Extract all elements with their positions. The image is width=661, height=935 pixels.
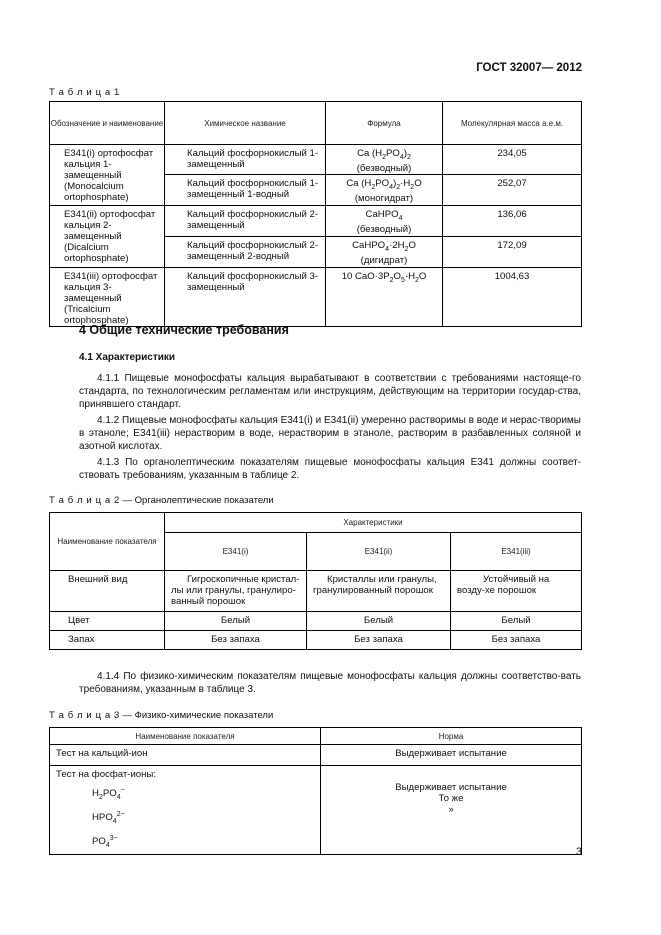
t1-mass: 252,07 <box>443 174 582 205</box>
t1-formula: 10 $CaO\cdot 3P_2O_5\cdot H_2O$ <box>326 267 443 326</box>
t2-value: Гигроскопичные кристал-лы или гранулы, гранулиро-ванный порошок <box>165 571 307 612</box>
paragraph-4-1-1: 4.1.1 Пищевые монофосфаты кальция вырабатывают в соответствии с требованиями настояще-го стандарта, по технологическим регламентам или инструкциям, действующим на территории государ-ства, принявшего стандарт. <box>79 373 581 410</box>
t2-value: Без запаха <box>165 631 307 650</box>
t2-name: Внешний вид <box>50 571 165 612</box>
t3-name: Тест на фосфат-ионы: $H_2PO_4^-$ $HPO_4^{2-}$ $PO_4^{3-}$ <box>50 766 321 855</box>
t1-mass: 1004,63 <box>443 267 582 326</box>
t3-name: Тест на кальций-ион <box>50 745 321 766</box>
t1-formula: $CaHPO_4\cdot 2H_2O$ (дигидрат) <box>326 236 443 267</box>
t3-header-norm: Норма <box>321 728 582 745</box>
t1-header-chem: Химическое название <box>165 102 326 145</box>
t2-value: Без запаха <box>451 631 582 650</box>
paragraph-4-1-4: 4.1.4 По физико-химическим показателям пищевые монофосфаты кальция должны соответство-вать требованиям, указанным в таблице 3. <box>79 671 581 695</box>
t3-norm: Выдерживает испытание <box>321 745 582 766</box>
table-3 <box>49 727 582 855</box>
page-number: 3 <box>575 846 582 858</box>
t1-formula: Ca $(H_2PO_4)_2$ (безводный) <box>326 145 443 175</box>
ion-po4: $PO_4^{3-}$ <box>92 835 118 850</box>
t2-value: Кристаллы или гранулы, гранулированный порошок <box>307 571 451 612</box>
table-1 <box>49 101 582 327</box>
section-title: 4 Общие технические требования <box>79 323 289 337</box>
table3-caption: Т а б л и ц а 3 — Физико-химические показатели <box>49 710 274 721</box>
table2-caption: Т а б л и ц а 2 — Органолептические показатели <box>49 495 274 506</box>
t2-value: Белый <box>165 612 307 631</box>
t2-header-col: E341(ii) <box>307 533 451 571</box>
t1-chem: Кальций фосфорнокислый 2-замещенный 2-водный <box>165 236 326 267</box>
t1-chem: Кальций фосфорнокислый 2-замещенный <box>165 205 326 236</box>
t2-name: Запах <box>50 631 165 650</box>
t2-header-col: E341(iii) <box>451 533 582 571</box>
table-row <box>50 571 582 612</box>
table1-caption: Т а б л и ц а 1 <box>49 87 120 98</box>
subsection-title: 4.1 Характеристики <box>79 352 176 363</box>
table-row <box>50 612 582 631</box>
t1-header-mass: Молекулярная масса а.е.м. <box>443 102 582 145</box>
ion-h2po4: $H_2PO_4^-$ <box>92 787 125 802</box>
table-row <box>50 631 582 650</box>
paragraph-4-1-3: 4.1.3 По органолептическим показателям пищевые монофосфаты кальция E341 должны соответ-ствовать требованиям, указанным в таблице 2. <box>79 457 581 481</box>
t1-mass: 234,05 <box>443 145 582 175</box>
ion-list <box>56 782 316 854</box>
t1-chem: Кальций фосфорнокислый 1-замещенный 1-водный <box>165 174 326 205</box>
t1-header-formula: Формула <box>326 102 443 145</box>
t2-value: Устойчивый на возду-хе порошок <box>451 571 582 612</box>
t1-header-designation: Обозначение и наименование <box>50 102 165 145</box>
t1-designation: E341(i) ортофосфат кальция 1-замещенный (Monocalcium ortophosphate) <box>50 145 165 206</box>
standard-number: ГОСТ 32007— 2012 <box>476 62 582 74</box>
t3-norm: Выдерживает испытание То же » <box>321 766 582 855</box>
t1-formula: CaHPO$_4$ (безводный) <box>326 205 443 236</box>
table-row <box>50 766 582 855</box>
t2-header-col: E341(i) <box>165 533 307 571</box>
t1-designation: E341(ii) ортофосфат кальция 2-замещенный (Dicalcium ortophosphate) <box>50 205 165 267</box>
t2-value: Без запаха <box>307 631 451 650</box>
t1-formula: Ca $(H_2PO_4)_2\cdot H_2O$ (моногидрат) <box>326 174 443 205</box>
t1-chem: Кальций фосфорнокислый 1-замещенный <box>165 145 326 175</box>
t2-header-name: Наименование показателя <box>50 513 165 571</box>
t2-value: Белый <box>451 612 582 631</box>
table-row <box>50 145 582 175</box>
table-row <box>50 745 582 766</box>
t1-chem: Кальций фосфорнокислый 3-замещенный <box>165 267 326 326</box>
table-row <box>50 205 582 236</box>
t1-mass: 172,09 <box>443 236 582 267</box>
t3-header-name: Наименование показателя <box>50 728 321 745</box>
table-2 <box>49 512 582 650</box>
t2-header-group: Характеристики <box>165 513 582 533</box>
ion-hpo4: $HPO_4^{2-}$ <box>92 811 125 826</box>
table-row <box>50 267 582 326</box>
t1-mass: 136,06 <box>443 205 582 236</box>
paragraph-4-1-2: 4.1.2 Пищевые монофосфаты кальция E341(i) и E341(ii) умеренно растворимы в воде и нерас-творимы в этаноле; E341(iii) нерастворим в воде, нерастворим в этаноле, растворим в разбавленных соляной и азотной кислотах. <box>79 415 581 452</box>
t2-name: Цвет <box>50 612 165 631</box>
t1-designation: E341(iii) ортофосфат кальция 3-замещенный (Tricalcium ortophosphate) <box>50 267 165 326</box>
t2-value: Белый <box>307 612 451 631</box>
